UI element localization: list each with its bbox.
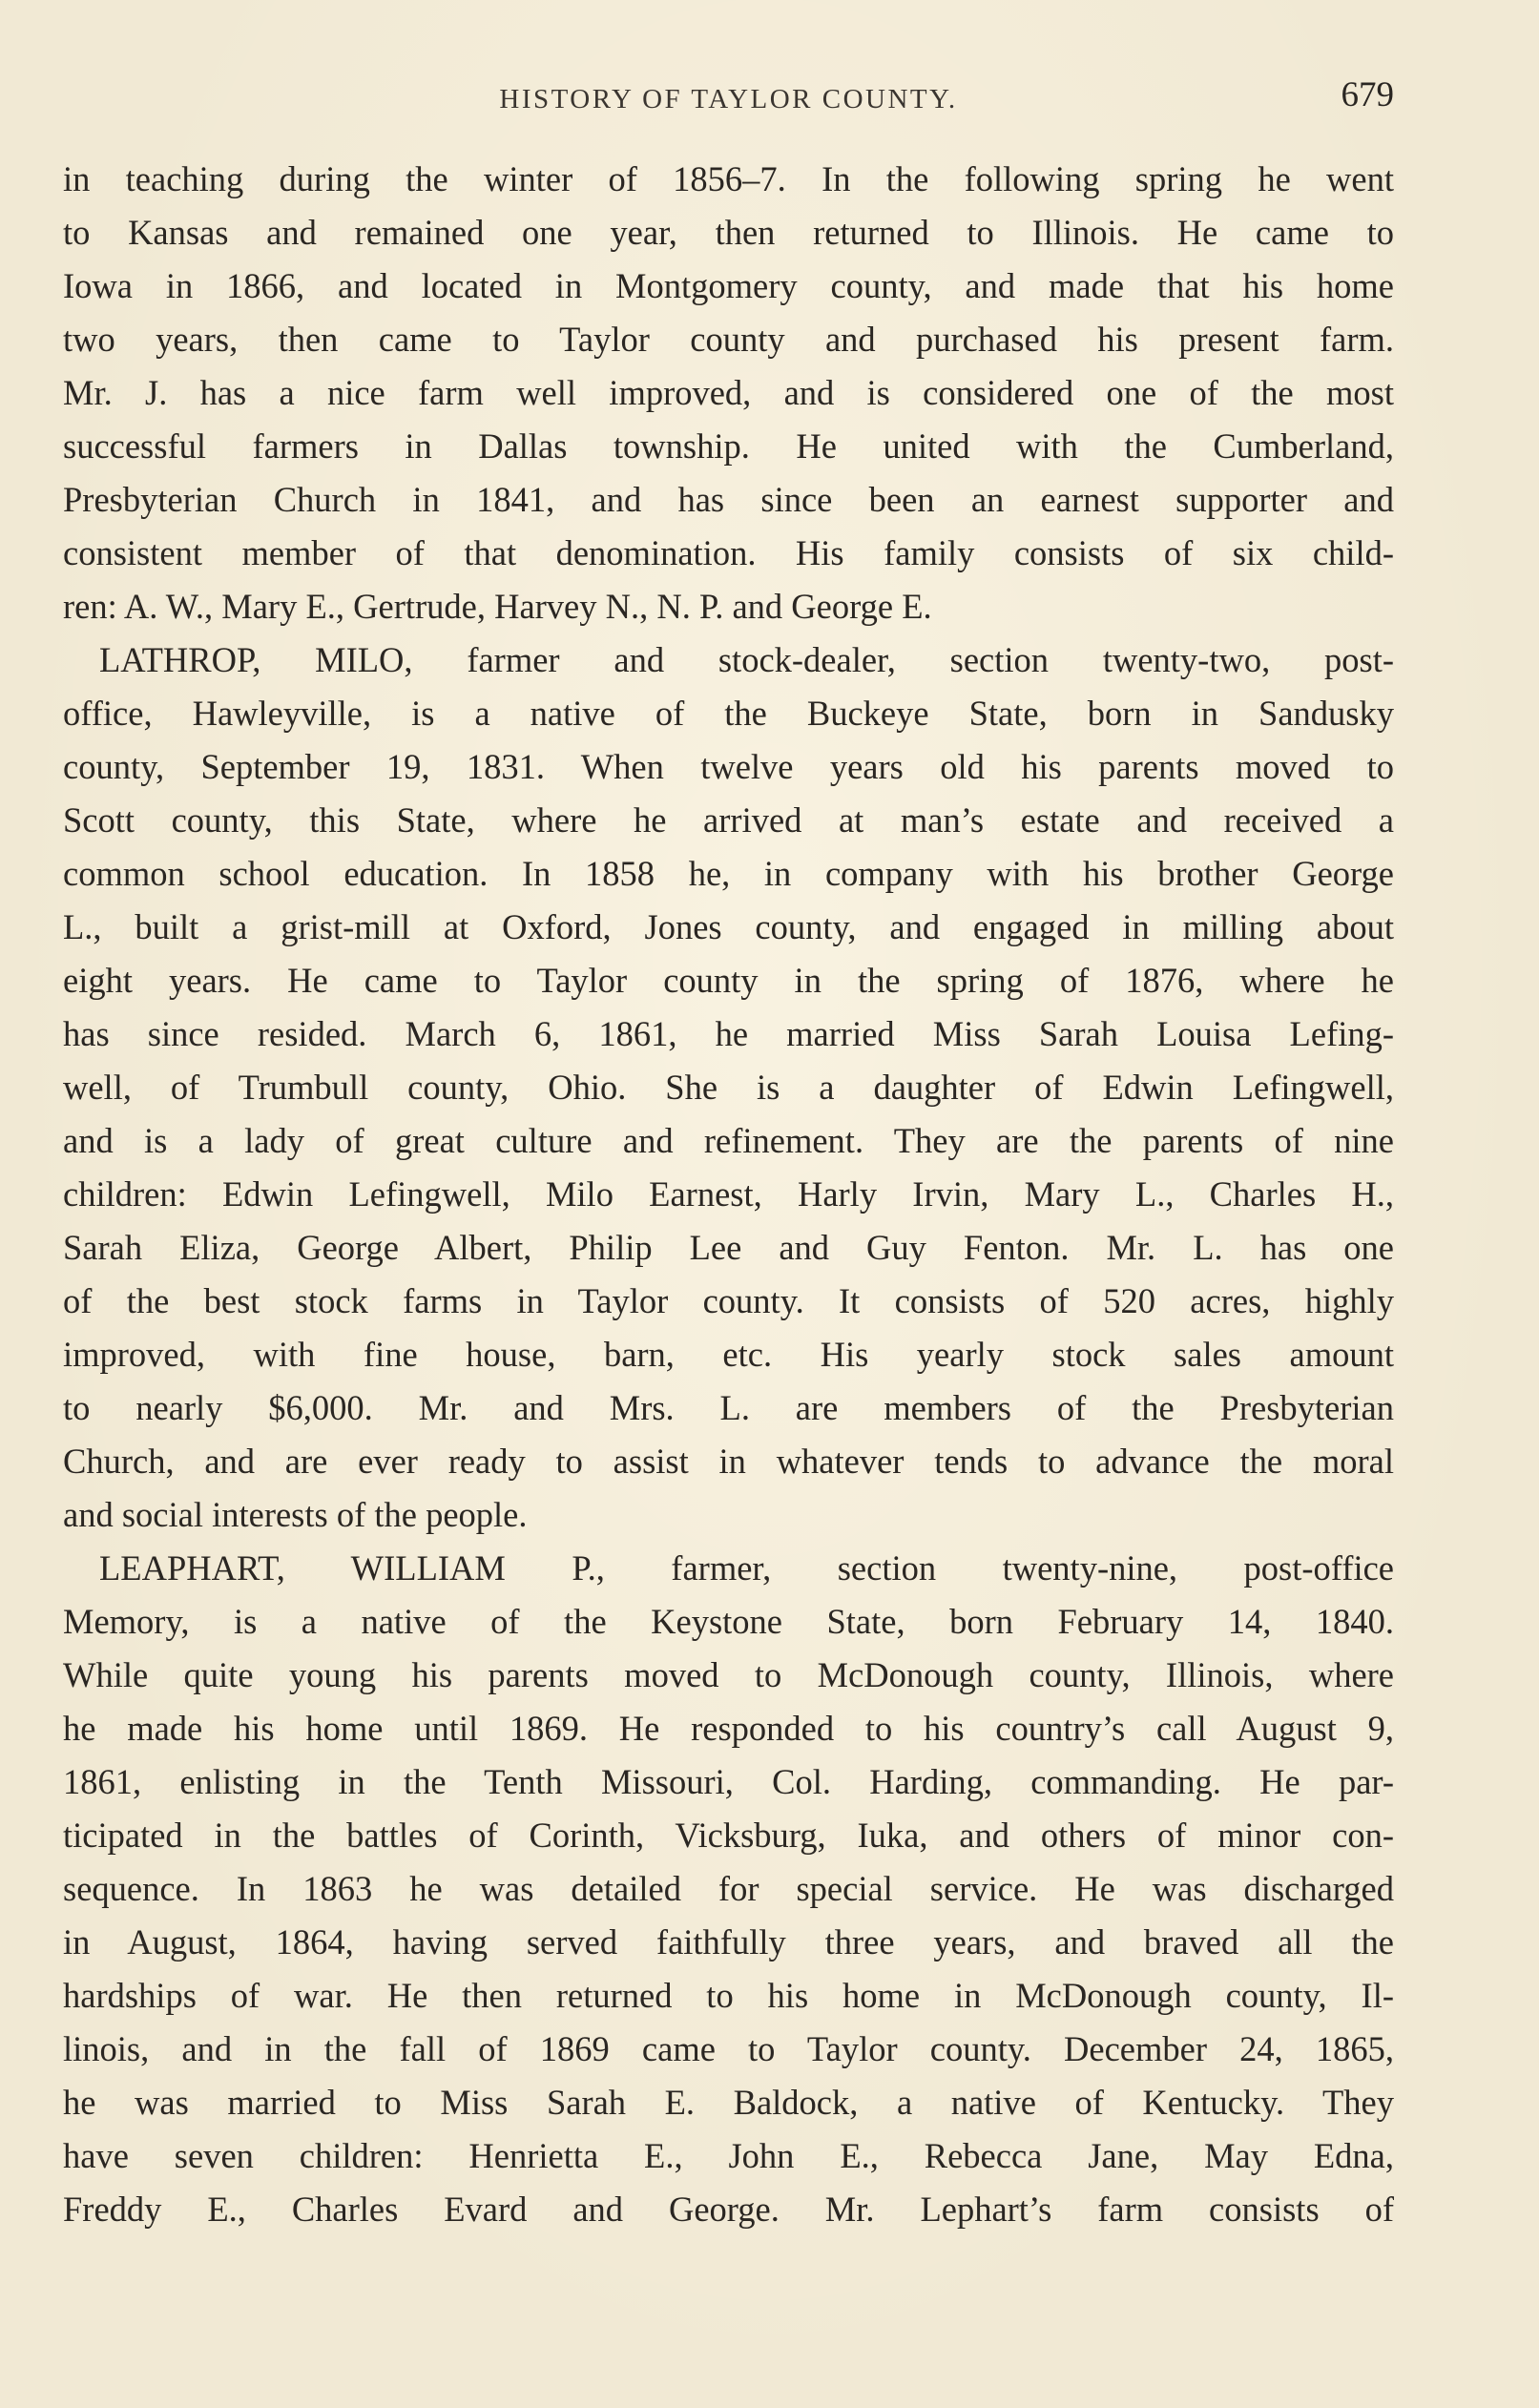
text-line: to Kansas and remained one year, then returned to Illinois. He came to (63, 213, 1394, 252)
text-line: ren: A. W., Mary E., Gertrude, Harvey N., N. P. and George E. (63, 587, 932, 626)
text-line: sequence. In 1863 he was detailed for special service. He was discharged (63, 1869, 1394, 1908)
text-line: to nearly $6,000. Mr. and Mrs. L. are members of the Presbyterian (63, 1388, 1394, 1427)
text-line: of the best stock farms in Taylor county. It consists of 520 acres, highly (63, 1281, 1394, 1320)
text-line: have seven children: Henrietta E., John E., Rebecca Jane, May Edna, (63, 2136, 1394, 2175)
text-line: ticipated in the battles of Corinth, Vicksburg, Iuka, and others of minor con- (63, 1816, 1394, 1855)
running-title: HISTORY OF TAYLOR COUNTY. (499, 84, 958, 114)
text-line: well, of Trumbull county, Ohio. She is a daughter of Edwin Lefingwell, (63, 1068, 1394, 1107)
body-text (63, 153, 1394, 2236)
text-line: in teaching during the winter of 1856–7. In the following spring he went (63, 159, 1394, 198)
text-line: Church, and are ever ready to assist in whatever tends to advance the moral (63, 1442, 1394, 1481)
text-line: two years, then came to Taylor county and purchased his present farm. (63, 320, 1394, 359)
text-line: hardships of war. He then returned to his home in McDonough county, Il- (63, 1976, 1394, 2015)
text-line: Sarah Eliza, George Albert, Philip Lee and Guy Fenton. Mr. L. has one (63, 1228, 1394, 1267)
text-line: Iowa in 1866, and located in Montgomery county, and made that his home (63, 266, 1394, 305)
text-line: linois, and in the fall of 1869 came to Taylor county. December 24, 1865, (63, 2029, 1394, 2068)
text-line: he was married to Miss Sarah E. Baldock, a native of Kentucky. They (63, 2083, 1394, 2122)
text-line: consistent member of that denomination. His family consists of six child- (63, 533, 1394, 572)
text-line: Memory, is a native of the Keystone State, born February 14, 1840. (63, 1602, 1394, 1641)
text-line: LATHROP, MILO, farmer and stock-dealer, section twenty-two, post- (99, 640, 1394, 679)
text-line: and social interests of the people. (63, 1495, 528, 1534)
text-line: Presbyterian Church in 1841, and has since been an earnest supporter and (63, 480, 1394, 519)
text-line: in August, 1864, having served faithfully three years, and braved all the (63, 1922, 1394, 1962)
text-line: county, September 19, 1831. When twelve years old his parents moved to (63, 747, 1394, 786)
text-line: has since resided. March 6, 1861, he married Miss Sarah Louisa Lefing- (63, 1014, 1394, 1053)
text-line: While quite young his parents moved to McDonough county, Illinois, where (63, 1655, 1394, 1694)
text-line: L., built a grist-mill at Oxford, Jones county, and engaged in milling about (63, 907, 1394, 946)
text-line: Mr. J. has a nice farm well improved, and is considered one of the most (63, 373, 1394, 412)
text-line: successful farmers in Dallas township. He united with the Cumberland, (63, 426, 1394, 466)
text-line: children: Edwin Lefingwell, Milo Earnest, Harly Irvin, Mary L., Charles H., (63, 1174, 1394, 1214)
running-head (63, 73, 1394, 130)
text-line: common school education. In 1858 he, in company with his brother George (63, 854, 1394, 893)
text-line: improved, with fine house, barn, etc. His yearly stock sales amount (63, 1335, 1394, 1374)
text-line: he made his home until 1869. He responded to his country’s call August 9, (63, 1709, 1394, 1748)
page-number: 679 (1341, 75, 1394, 114)
text-line: Scott county, this State, where he arrived at man’s estate and received a (63, 800, 1394, 840)
text-line: 1861, enlisting in the Tenth Missouri, Col. Harding, commanding. He par- (63, 1762, 1394, 1801)
text-line: eight years. He came to Taylor county in the spring of 1876, where he (63, 961, 1394, 1000)
text-line: office, Hawleyville, is a native of the Buckeye State, born in Sandusky (63, 694, 1394, 733)
text-line: LEAPHART, WILLIAM P., farmer, section twenty-nine, post-office (99, 1548, 1394, 1588)
text-line: Freddy E., Charles Evard and George. Mr. Lephart’s farm consists of (63, 2190, 1394, 2229)
text-line: and is a lady of great culture and refinement. They are the parents of nine (63, 1121, 1394, 1160)
